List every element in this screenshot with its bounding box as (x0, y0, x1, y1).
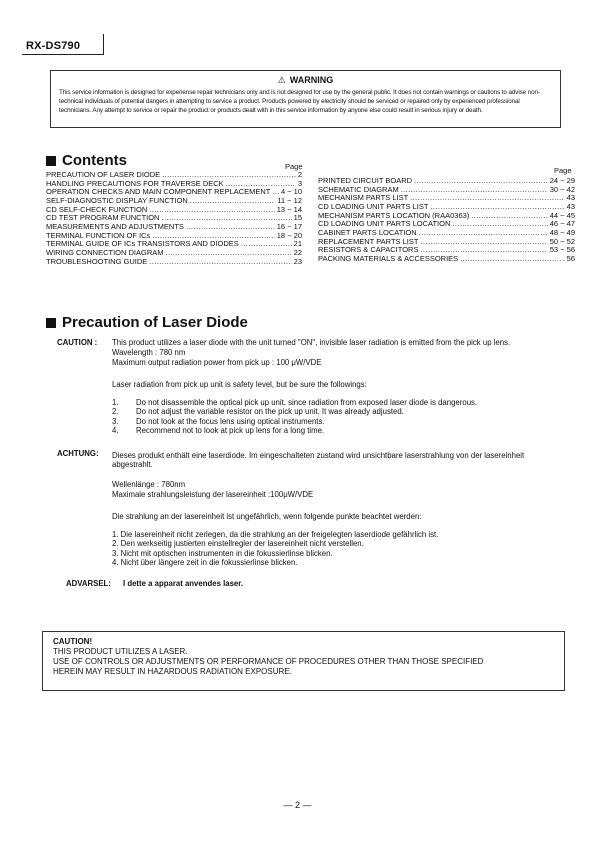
header-rule (22, 54, 104, 55)
list-item-number: 1. (112, 398, 119, 407)
caution-box-line2: USE OF CONTROLS OR ADJUSTMENTS OR PERFORMANCE OF PROCEDURES OTHER THAN THOSE SPECIFIED (53, 657, 484, 666)
toc-entry-page: 3 (297, 178, 302, 188)
toc-entry-page: 16 ~ 17 (276, 221, 302, 231)
toc-entry-title: HANDLING PRECAUTIONS FOR TRAVERSE DECK (46, 178, 224, 188)
laser-heading (46, 314, 248, 331)
toc-entry-leader (241, 240, 292, 249)
toc-entry-page: 21 (293, 239, 302, 249)
toc-entry-title: MEASUREMENTS AND ADJUSTMENTS (46, 221, 184, 231)
toc-entry-page: 4 ~ 10 (280, 187, 302, 197)
contents-heading (46, 152, 127, 169)
toc-entry-page: 24 ~ 29 (549, 176, 575, 185)
toc-entry-title: TROUBLESHOOTING GUIDE (46, 256, 148, 266)
toc-entry-title: TERMINAL GUIDE OF ICs TRANSISTORS AND DIODES (46, 239, 239, 249)
toc-entry-title: MECHANISM PARTS LIST (318, 193, 409, 203)
wavelength: Wavelength : 780 nm (112, 348, 186, 357)
list-item-text: Recommend not to look at pick up lens for a long time. (136, 425, 325, 435)
caution-box-line1: THIS PRODUCT UTILIZES A LASER. (53, 647, 188, 656)
list-item: 2. Den werkseitig justierten einstellregler der lasereinheit nicht verstellen. (112, 539, 364, 549)
toc-entry-leader (420, 238, 547, 247)
list-item-number: 4. (112, 425, 119, 435)
square-bullet-icon (46, 156, 56, 166)
contents-title: Contents (62, 152, 127, 169)
warning-text: This service information is designed for experiense repair technicians only and is not designed for use by the general public. It does not contain warnings or cautions to advise non-technical individuals of potential dangers in attempting to service a product. Products powered by electricity should be serviced or repaired only by experienced professional technicians. Any attempt to service or repair the product or products dealt with in this service information by anyone else could result in serious injury or death. (59, 89, 540, 114)
list-item-number: 3. (112, 416, 119, 426)
list-item: 3. Nicht mit optischen instrumenten in die fokussierlinse blicken. (112, 548, 333, 558)
toc-entry-page: 44 ~ 45 (549, 210, 575, 220)
toc-entry-title: CD SELF-CHECK FUNCTION (46, 204, 148, 214)
toc-entry-page: 11 ~ 12 (277, 195, 302, 205)
max-strahlung: Maximale strahlungsleistung der lasereinheit :100μW/VDE (112, 490, 314, 499)
toc-entry-title: REPLACEMENT PARTS LIST (318, 236, 419, 246)
toc-page-label-left: Page (285, 162, 303, 171)
achtung-label: ACHTUNG: (57, 449, 99, 458)
warning-icon: ⚠ (277, 75, 286, 85)
toc-entry-title: CABINET PARTS LOCATION (318, 227, 417, 237)
laser-precaution-list (112, 398, 572, 435)
list-item-number: 2. (112, 407, 119, 417)
toc-entry-page: 2 (297, 170, 302, 179)
caution-intro: This product utilizes a laser diode with the unit turned "ON", invisible laser radiation is emitted from the pick up lens. (112, 338, 511, 347)
toc-entry-page: 23 (293, 256, 302, 266)
toc-entry-title: CD LOADING UNIT PARTS LIST (318, 201, 429, 211)
square-bullet-icon (46, 318, 56, 328)
toc-entry-title: MECHANISM PARTS LOCATION (RAA0363) (318, 210, 470, 220)
toc-entry-page: 30 ~ 42 (549, 184, 575, 194)
laser-title: Precaution of Laser Diode (62, 314, 248, 331)
toc-entry-title: OPERATION CHECKS AND MAIN COMPONENT REPLACEMENT (46, 187, 271, 197)
toc-entry-leader (414, 177, 548, 186)
warning-title-text: WARNING (289, 75, 334, 85)
toc-entry-page: 46 ~ 47 (549, 219, 575, 229)
toc-entry-leader (410, 194, 565, 203)
caution-box (42, 631, 565, 691)
toc-entry-page: 48 ~ 49 (549, 227, 575, 237)
toc-page-label-right: Page (554, 166, 572, 175)
list-item (112, 398, 572, 407)
toc-entry-title: CD TEST PROGRAM FUNCTION (46, 213, 160, 223)
list-item-text: Do not disassemble the optical pick up unit, since radiation from exposed laser diode is dangerous. (136, 398, 478, 407)
warning-box (50, 70, 561, 128)
toc-entry-page: 18 ~ 20 (276, 230, 302, 240)
toc-left-column (46, 171, 302, 266)
toc-entry-page: 50 ~ 52 (549, 236, 575, 246)
list-item: 4. Nicht über längere zeit in die fokussierlinse blicken. (112, 557, 298, 567)
toc-entry-page: 43 (566, 201, 575, 211)
toc-entry-title: TERMINAL FUNCTION OF ICs (46, 230, 151, 240)
caution-box-line3: HEREIN MAY RESULT IN HAZARDOUS RADIATION EXPOSURE. (53, 667, 292, 676)
toc-entry-page: 43 (566, 193, 575, 203)
toc-entry-leader (149, 258, 291, 267)
toc-entry-title: PRINTED CIRCUIT BOARD (318, 176, 413, 185)
toc-entry-title: CD LOADING UNIT PARTS LOCATION (318, 219, 451, 229)
toc-entry-title: RESISTORS & CAPACITORS (318, 245, 419, 255)
toc-entry-title: SCHEMATIC DIAGRAM (318, 184, 399, 194)
header-rule-vertical (103, 34, 104, 55)
toc-entry-leader (419, 229, 548, 238)
list-item (112, 426, 572, 435)
wellenlange: Wellenlänge : 780nm (112, 480, 186, 489)
toc-entry-leader (190, 197, 275, 206)
toc-entry (46, 258, 302, 267)
toc-entry-leader (401, 186, 548, 195)
toc-entry-title: SELF-DIAGNOSTIC DISPLAY FUNCTION (46, 195, 188, 205)
toc-entry-page: 22 (293, 247, 302, 257)
toc-entry-page: 56 (566, 253, 575, 263)
list-item: 1. Die lasereinheit nicht zerlegen, da die strahlung an der freigelegten laserdiode gefährlich ist. (112, 530, 439, 539)
toc-entry (318, 255, 575, 264)
caution-label: CAUTION : (57, 338, 98, 347)
laser-precaution-list-german (112, 530, 572, 567)
achtung-intro: Dieses produkt enthält eine laserdiode. Im eingeschalteten zustand wird unsichtbare laserstrahlung von der lasereinheit abgestrahlt. (112, 451, 525, 470)
toc-entry-leader (460, 255, 564, 264)
toc-entry-page: 13 ~ 14 (276, 204, 302, 214)
strahlung-line: Die strahlung an der lasereinheit ist ungefährlich, wenn folgende punkte beachtet werden: (112, 512, 422, 521)
toc-entry-page: 53 ~ 56 (549, 245, 575, 255)
max-power: Maximum output radiation power from pick up : 100 μW/VDE (112, 358, 322, 367)
page-number: — 2 — (283, 800, 312, 810)
toc-entry-leader (186, 223, 275, 232)
list-item (112, 407, 572, 416)
advarsel-text: I dette a apparat anvendes laser. (123, 579, 244, 588)
toc-right-column (318, 177, 575, 264)
warning-title (59, 75, 552, 86)
toc-entry-page: 15 (293, 213, 302, 223)
toc-entry-leader (452, 220, 547, 229)
model-number: RX-DS790 (26, 40, 81, 52)
toc-entry-leader (149, 206, 275, 215)
caution-box-title: CAUTION! (53, 637, 93, 646)
safety-line: Laser radiation from pick up unit is safety level, but be sure the followings: (112, 380, 367, 389)
advarsel-label: ADVARSEL: (66, 579, 111, 588)
toc-entry-title: WIRING CONNECTION DIAGRAM (46, 247, 164, 257)
toc-entry-leader (471, 212, 547, 221)
list-item (112, 417, 572, 426)
toc-entry-title: PRECAUTION OF LASER DIODE (46, 170, 161, 179)
list-item-text: Do not look at the focus lens using optical instruments. (136, 416, 325, 426)
toc-entry-title: PACKING MATERIALS & ACCESSORIES (318, 253, 459, 263)
toc-entry-leader (166, 249, 292, 258)
list-item-text: Do not adjust the variable resistor on the pick up unit. It was already adjusted. (136, 407, 404, 417)
